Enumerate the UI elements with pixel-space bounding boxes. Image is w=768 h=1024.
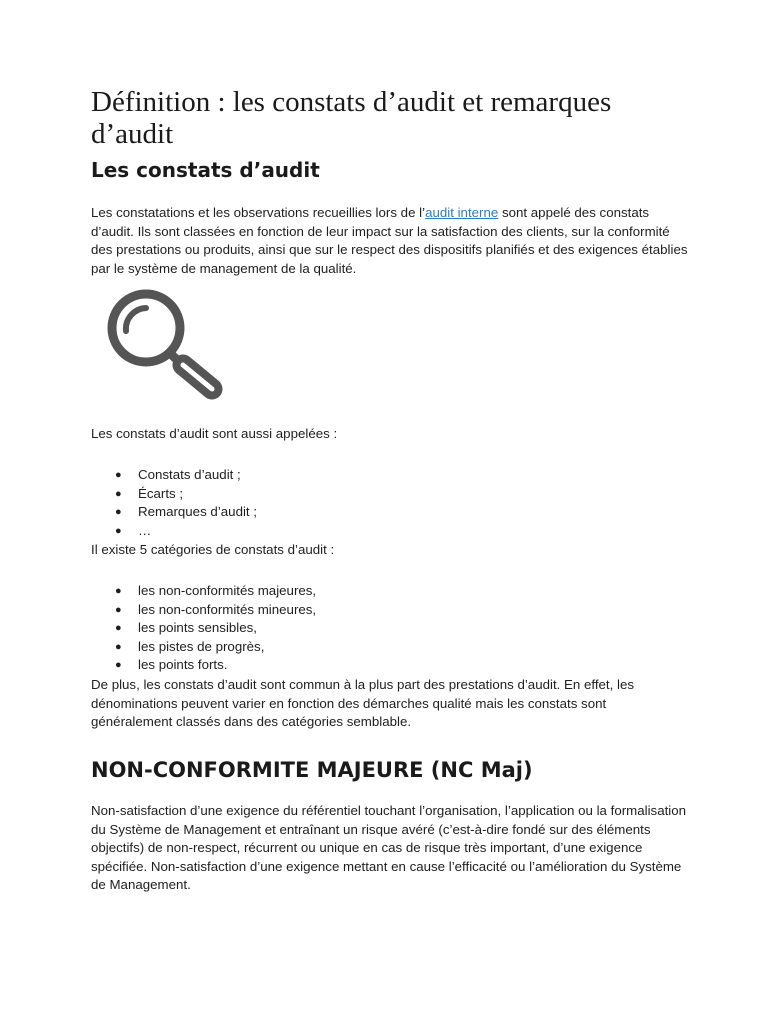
section-heading-nc-maj: NON-CONFORMITE MAJEURE (NC Maj) <box>91 758 533 782</box>
aliases-intro: Les constats d’audit sont aussi appelées : <box>91 426 338 441</box>
list-item <box>91 619 316 638</box>
list-item-text: Écarts ; <box>138 485 184 501</box>
list-item <box>91 638 316 657</box>
list-item-text: Constats d’audit ; <box>138 467 241 482</box>
categories-intro: Il existe 5 catégories de constats d’audit : <box>91 542 335 557</box>
list-item <box>91 503 257 522</box>
bullet-icon: ● <box>115 506 122 519</box>
conclusion-paragraph: De plus, les constats d’audit sont commun à la plus part des prestations d’audit. En effet, les dénominations peuvent varier en fonction des démarches qualité mais les constats sont généralement classés dans des catégories semblable. <box>91 677 635 730</box>
list-item-text: … <box>138 522 152 538</box>
intro-text-after-link: sont appelé des constats d’audit. Ils sont classées en fonction de leur impact sur la satisfaction des clients, sur la conformité des prestations ou produits, ainsi que sur le respect des dispositifs planifiés et des exigences établies par le système de management de la qualité. <box>91 205 688 276</box>
bullet-icon: ● <box>115 603 122 616</box>
list-item <box>91 601 316 620</box>
bullet-icon: ● <box>115 622 122 635</box>
list-item-text: les points forts. <box>138 657 228 673</box>
audit-interne-link[interactable]: audit interne <box>425 205 499 220</box>
intro-text-before-link: Les constatations et les observations recueillies lors de l’ <box>91 205 426 220</box>
list-item-text: les non-conformités majeures, <box>138 583 317 598</box>
bullet-icon: ● <box>115 487 122 500</box>
list-item-text: Remarques d’audit ; <box>138 504 257 520</box>
section-heading-constats: Les constats d’audit <box>91 158 320 182</box>
intro-paragraph <box>91 204 691 278</box>
list-item <box>91 522 257 541</box>
list-item-text: les non-conformités mineures, <box>138 601 317 617</box>
bullet-icon: ● <box>115 469 122 481</box>
list-item <box>91 656 316 675</box>
categories-list <box>91 582 316 675</box>
list-item <box>91 466 257 485</box>
list-item-text: les points sensibles, <box>138 620 257 636</box>
aliases-list <box>91 466 257 540</box>
bullet-icon: ● <box>115 640 122 653</box>
list-item <box>91 485 257 504</box>
magnifying-glass-icon <box>100 285 230 405</box>
bullet-icon: ● <box>115 659 122 672</box>
nc-maj-paragraph: Non-satisfaction d’une exigence du référentiel touchant l’organisation, l’application ou la formalisation du Système de Management et entraînant un risque avéré (c’est-à-dire fondé sur des éléments objectifs) de non-respect, récurrent ou unique en cas de risque très important, d’une exigence spécifiée. Non-satisfaction d’une exigence mettant en cause l’efficacité ou l’amélioration du Système de Management. <box>91 803 687 893</box>
bullet-icon: ● <box>115 524 122 537</box>
bullet-icon: ● <box>115 585 122 597</box>
list-item <box>91 582 316 601</box>
list-item-text: les pistes de progrès, <box>138 638 265 654</box>
page-title: Définition : les constats d’audit et remarques d’audit <box>91 86 612 150</box>
